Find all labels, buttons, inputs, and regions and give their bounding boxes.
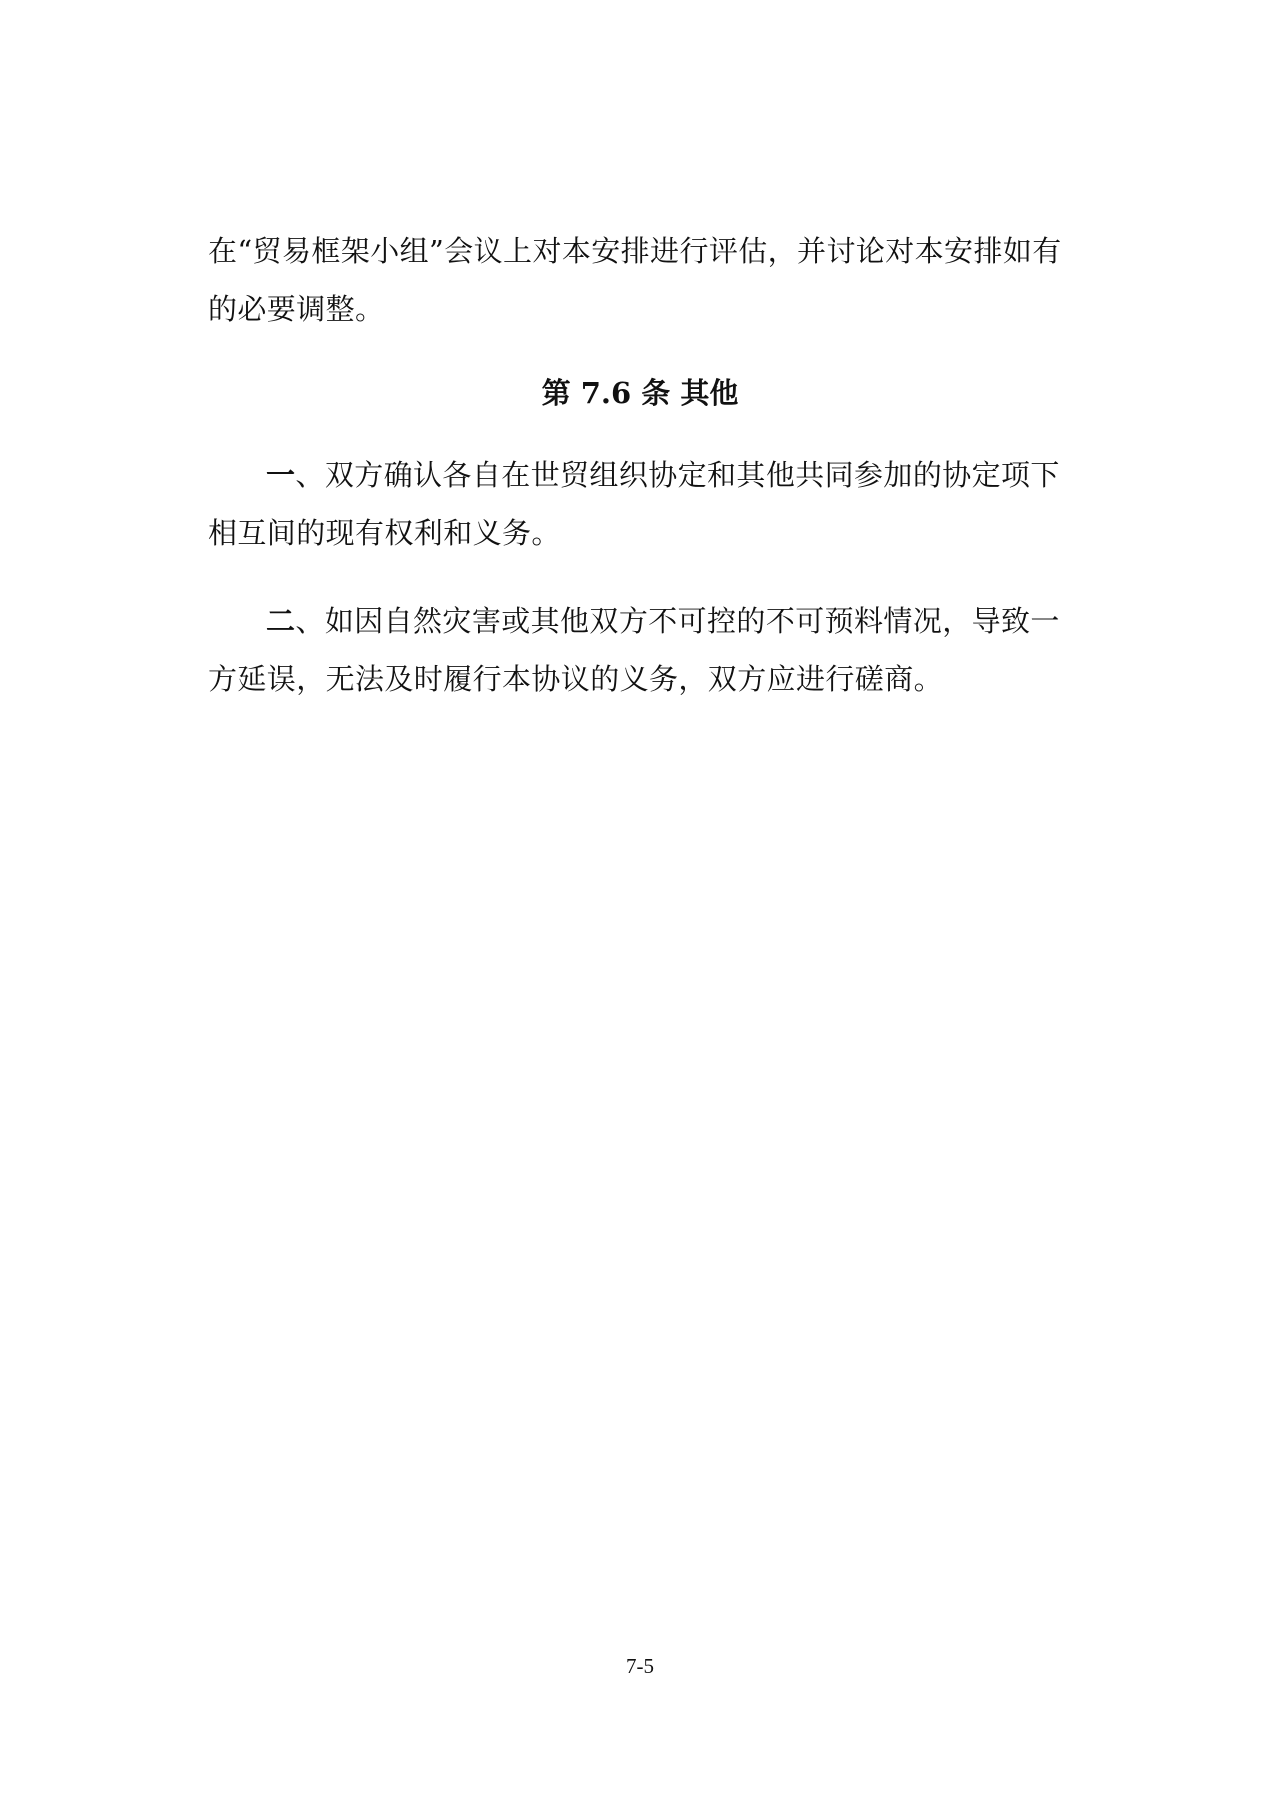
clause-text: 如因自然灾害或其他双方不可控的不可预料情况，导致一方延误，无法及时履行本协议的义务，双方应进行磋商。: [208, 604, 1060, 696]
continuation-paragraph: 在“贸易框架小组”会议上对本安排进行评估，并讨论对本安排如有的必要调整。: [208, 234, 1062, 326]
clause-paragraph-2: [208, 592, 1078, 708]
clause-separator: 、: [295, 458, 325, 492]
clause-text: 双方确认各自在世贸组织协定和其他共同参加的协定项下相互间的现有权利和义务。: [208, 458, 1060, 550]
page-number: 7-5: [626, 1654, 654, 1678]
clause-paragraph-1: [208, 446, 1078, 562]
article-heading: 第 7.6 条 其他: [541, 376, 739, 410]
clause-number: 一: [266, 458, 296, 492]
clause-number: 二: [266, 604, 296, 638]
clause-separator: 、: [295, 604, 325, 638]
